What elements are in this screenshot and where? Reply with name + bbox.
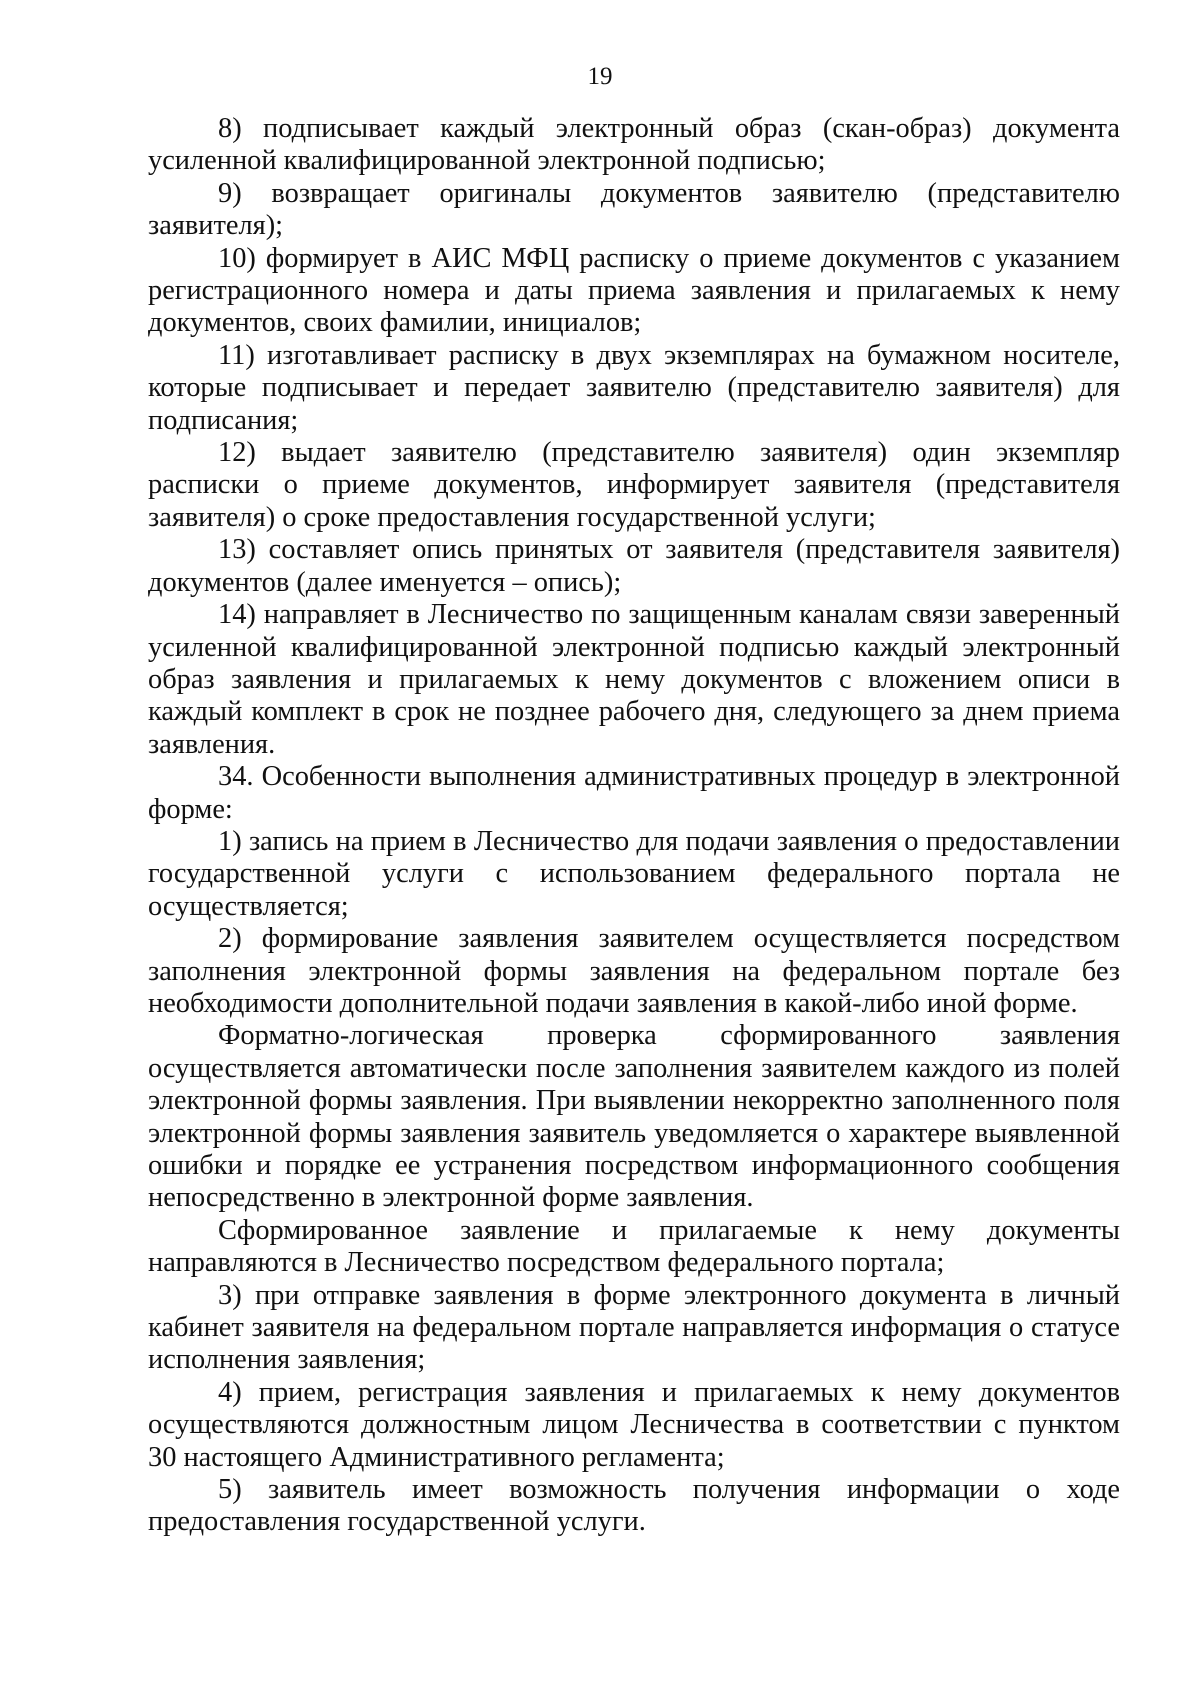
paragraph-item-9: 9) возвращает оригиналы документов заявителю (представителю заявителя); <box>148 177 1120 242</box>
paragraph-item-8: 8) подписывает каждый электронный образ (скан-образ) документа усиленной квалифицированной электронной подписью; <box>148 113 1120 177</box>
paragraph-item-10: 10) формирует в АИС МФЦ расписку о приеме документов с указанием регистрационного номера и даты приема заявления и прилагаемых к нему документов, своих фамилии, инициалов; <box>148 242 1120 339</box>
paragraph-format-check: Форматно-логическая проверка сформированного заявления осуществляется автоматически после заполнения заявителем каждого из полей электронной формы заявления. При выявлении некорректно заполненного поля электронной формы заявления заявитель уведомляется о характере выявленной ошибки и порядке ее устранения посредством информационного сообщения непосредственно в электронной форме заявления. <box>148 1020 1120 1214</box>
section-34-heading: 34. Особенности выполнения административных процедур в электронной форме: <box>148 761 1120 825</box>
paragraph-item-14: 14) направляет в Лесничество по защищенным каналам связи заверенный усиленной квалифицированной электронной подписью каждый электронный образ заявления и прилагаемых к нему документов с вложением описи в каждый комплект в срок не позднее рабочего дня, следующего за днем приема заявления. <box>148 599 1120 760</box>
paragraph-item-1: 1) запись на прием в Лесничество для подачи заявления о предоставлении государственной услуги с использованием федерального портала не осуществляется; <box>148 825 1120 922</box>
paragraph-item-2: 2) формирование заявления заявителем осуществляется посредством заполнения электронной формы заявления на федеральном портале без необходимости дополнительной подачи заявления в какой-либо иной форме. <box>148 923 1120 1019</box>
page-number: 19 <box>587 63 613 90</box>
paragraph-item-3: 3) при отправке заявления в форме электронного документа в личный кабинет заявителя на федеральном портале направляется информация о статусе исполнения заявления; <box>148 1279 1120 1376</box>
paragraph-item-4: 4) прием, регистрация заявления и прилагаемых к нему документов осуществляются должностным лицом Лесничества в соответствии с пунктом 30 настоящего Административного регламента; <box>148 1376 1120 1473</box>
paragraph-submission: Сформированное заявление и прилагаемые к нему документы направляются в Лесничество посредством федерального портала; <box>148 1214 1120 1279</box>
document-body <box>148 113 1120 1539</box>
paragraph-item-11: 11) изготавливает расписку в двух экземплярах на бумажном носителе, которые подписывает и передает заявителю (представителю заявителя) для подписания; <box>148 339 1120 436</box>
paragraph-item-12: 12) выдает заявителю (представителю заявителя) один экземпляр расписки о приеме документов, информирует заявителя (представителя заявителя) о сроке предоставления государственной услуги; <box>148 437 1120 533</box>
paragraph-item-5: 5) заявитель имеет возможность получения информации о ходе предоставления государственной услуги. <box>148 1474 1120 1538</box>
paragraph-item-13: 13) составляет опись принятых от заявителя (представителя заявителя) документов (далее именуется – опись); <box>148 534 1120 598</box>
